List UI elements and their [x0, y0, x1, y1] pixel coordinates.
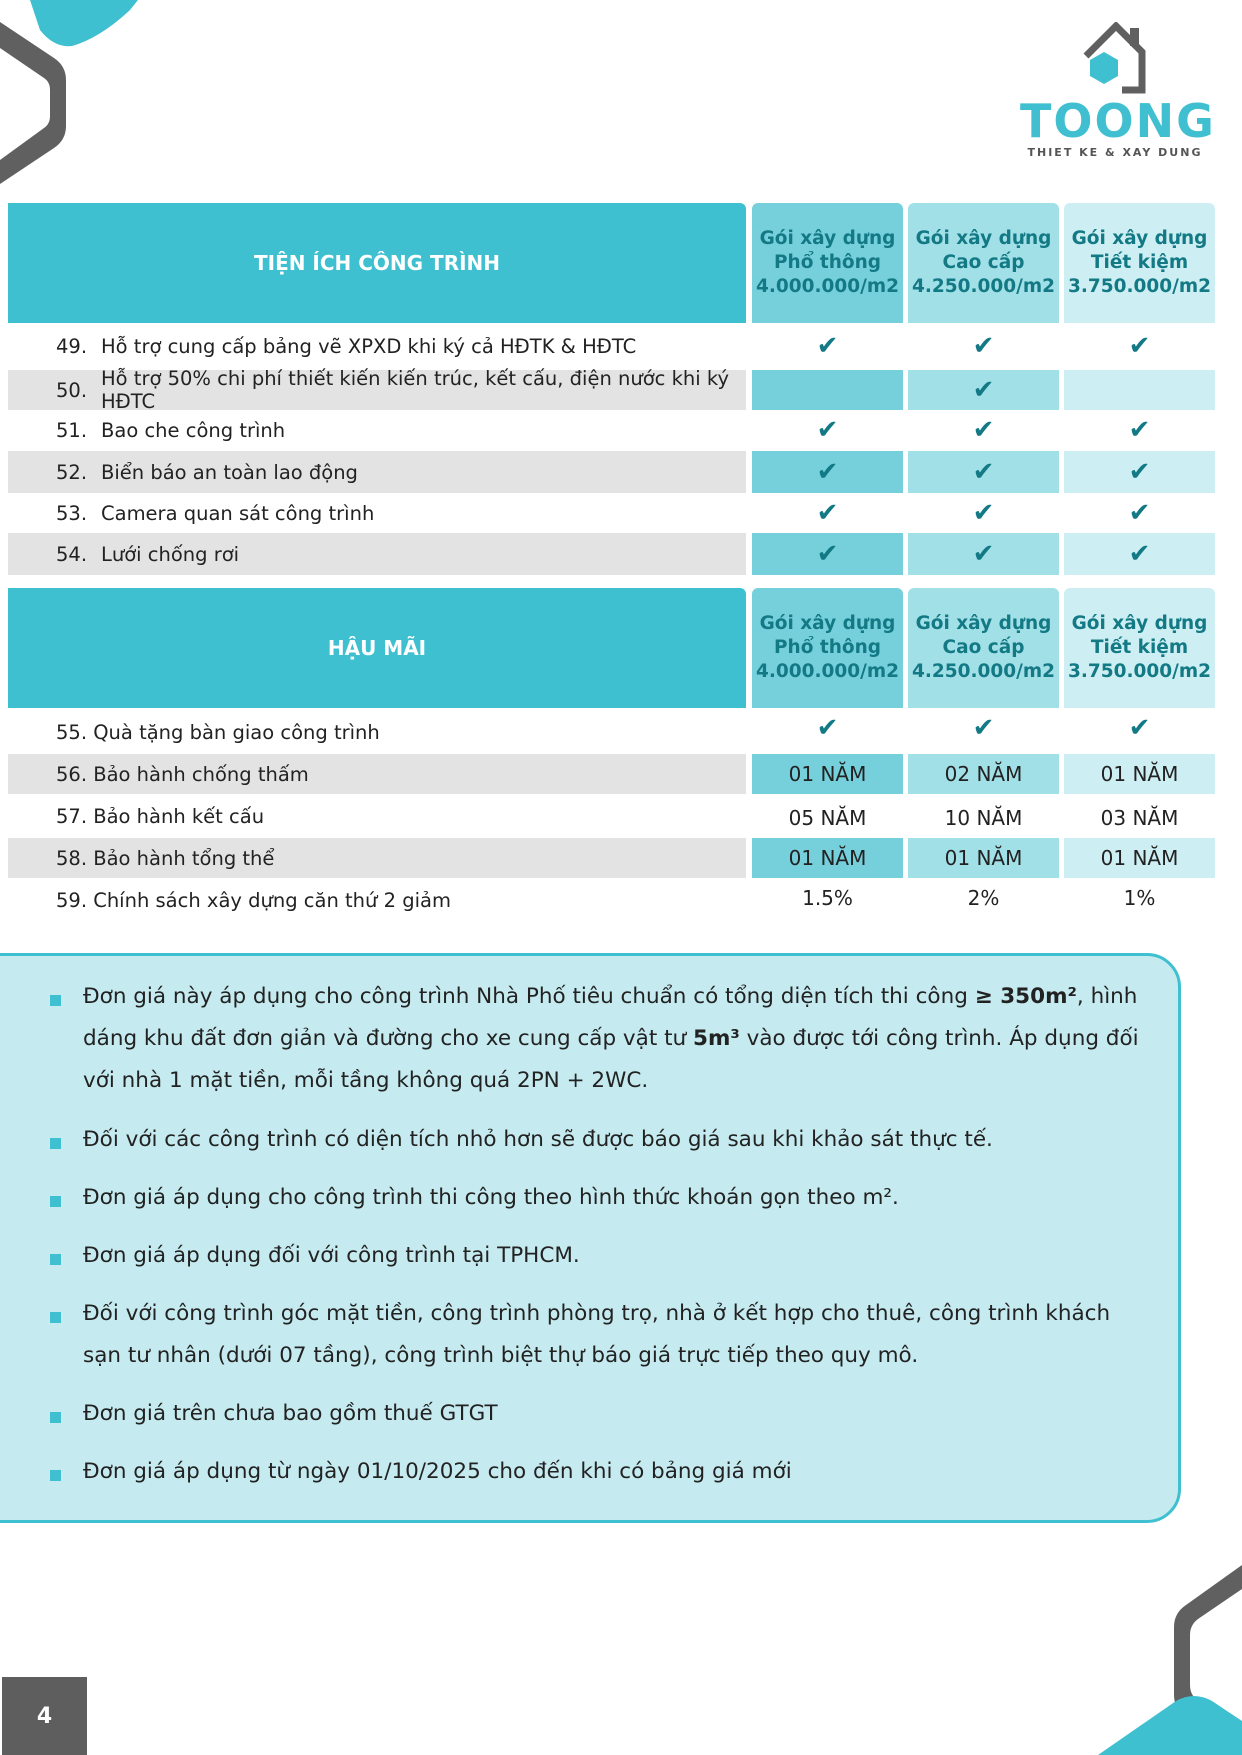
utilities-header [8, 203, 746, 323]
note-item: Đơn giá trên chưa bao gồm thuế GTGT [83, 1401, 498, 1426]
company-logo [1020, 22, 1216, 162]
row-label: 57. Bảo hành kết cấu [56, 804, 265, 828]
bullet-icon [50, 1138, 61, 1149]
value-cell: 01 NĂM [752, 754, 903, 794]
package-header-premium: Gói xây dựng Cao cấp 4.250.000/m2 [908, 203, 1059, 323]
table-row [8, 880, 746, 920]
row-number: 49. [56, 334, 88, 358]
check-icon: ✔ [1128, 331, 1151, 361]
note-item: Đơn giá áp dụng từ ngày 01/10/2025 cho đến khi có bảng giá mới [83, 1459, 792, 1484]
row-label: 56. Bảo hành chống thấm [56, 762, 309, 786]
table-row [8, 838, 746, 878]
check-icon: ✔ [1064, 451, 1215, 493]
value-cell: 01 NĂM [1064, 754, 1215, 794]
check-icon: ✔ [1128, 415, 1151, 445]
note-item: Đơn giá áp dụng đối với công trình tại TPHCM. [83, 1243, 580, 1268]
table-row [8, 410, 746, 450]
check-icon: ✔ [972, 331, 995, 361]
page-number: 4 [2, 1677, 87, 1755]
bullet-icon [50, 1412, 61, 1423]
table-row [8, 493, 746, 533]
row-label: Lưới chống rơi [101, 542, 240, 566]
check-icon: ✔ [816, 713, 839, 743]
check-icon: ✔ [972, 713, 995, 743]
row-label: 55. Quà tặng bàn giao công trình [56, 720, 380, 744]
check-icon: ✔ [972, 498, 995, 528]
row-number: 53. [56, 501, 88, 525]
aftersales-title: HẬU MÃI [327, 636, 427, 660]
value-cell: 1.5% [802, 886, 853, 910]
note-item: Đối với các công trình có diện tích nhỏ hơn sẽ được báo giá sau khi khảo sát thực tế. [83, 1127, 993, 1152]
table-row [8, 796, 746, 836]
package-header-economy: Gói xây dựng Tiết kiệm 3.750.000/m2 [1064, 588, 1215, 708]
table-row [8, 367, 746, 413]
value-cell: 01 NĂM [752, 838, 903, 878]
table-row [8, 533, 746, 575]
value-cell: 03 NĂM [1100, 806, 1179, 830]
value-cell: 05 NĂM [788, 806, 867, 830]
table-row [8, 326, 746, 366]
bullet-icon [50, 1254, 61, 1265]
table-row [8, 754, 746, 794]
check-icon: ✔ [908, 370, 1059, 410]
utilities-title: TIỆN ÍCH CÔNG TRÌNH [253, 251, 501, 275]
row-label: Hỗ trợ 50% chi phí thiết kiến kiến trúc, kết cấu, điện nước khi ký HĐTC [101, 367, 729, 413]
corner-decoration-top-left [0, 0, 150, 190]
bullet-icon [50, 1312, 61, 1323]
empty-cell [1064, 370, 1215, 410]
value-cell: 01 NĂM [908, 838, 1059, 878]
check-icon: ✔ [1064, 533, 1215, 575]
check-icon: ✔ [816, 415, 839, 445]
bullet-icon [50, 1196, 61, 1207]
check-icon: ✔ [1128, 498, 1151, 528]
row-label: Biển báo an toàn lao động [101, 460, 358, 484]
row-label: Camera quan sát công trình [101, 501, 375, 525]
value-cell: 1% [1123, 886, 1156, 910]
table-row [8, 451, 746, 493]
row-number: 54. [56, 542, 88, 566]
check-icon: ✔ [908, 451, 1059, 493]
row-label: 59. Chính sách xây dựng căn thứ 2 giảm [56, 888, 451, 912]
empty-cell [752, 370, 903, 410]
check-icon: ✔ [908, 533, 1059, 575]
row-number: 50. [56, 378, 88, 402]
value-cell: 01 NĂM [1064, 838, 1215, 878]
value-cell: 02 NĂM [908, 754, 1059, 794]
package-header-premium: Gói xây dựng Cao cấp 4.250.000/m2 [908, 588, 1059, 708]
value-cell: 2% [967, 886, 1000, 910]
aftersales-header [8, 588, 746, 708]
row-number: 51. [56, 418, 88, 442]
check-icon: ✔ [752, 533, 903, 575]
package-header-standard: Gói xây dựng Phổ thông 4.000.000/m2 [752, 203, 903, 323]
package-header-economy: Gói xây dựng Tiết kiệm 3.750.000/m2 [1064, 203, 1215, 323]
house-hexagon-icon [1072, 22, 1162, 94]
row-label: Bao che công trình [101, 418, 286, 442]
logo-wordmark: TOONG [1020, 94, 1216, 148]
check-icon: ✔ [816, 331, 839, 361]
row-number: 52. [56, 460, 88, 484]
table-row [8, 712, 746, 752]
check-icon: ✔ [972, 415, 995, 445]
value-cell: 10 NĂM [944, 806, 1023, 830]
check-icon: ✔ [752, 451, 903, 493]
corner-decoration-bottom-right [1080, 1565, 1242, 1755]
note-item: Đơn giá áp dụng cho công trình thi công theo hình thức khoán gọn theo m². [83, 1185, 899, 1210]
note-item: Đơn giá này áp dụng cho công trình Nhà Phố tiêu chuẩn có tổng diện tích thi công ≥ 350m², hình dáng khu đất đơn giản và đường cho xe cung cấp vật tư 5m³ vào được tới công trình. Áp dụng đối với nhà 1 mặt tiền, mỗi tầng không quá 2PN + 2WC. [83, 984, 1139, 1093]
bullet-icon [50, 995, 61, 1006]
check-icon: ✔ [816, 498, 839, 528]
notes-panel [0, 953, 1181, 1523]
check-icon: ✔ [1128, 713, 1151, 743]
logo-tagline: THIET KE & XAY DUNG [1027, 146, 1203, 159]
package-header-standard: Gói xây dựng Phổ thông 4.000.000/m2 [752, 588, 903, 708]
note-item: Đối với công trình góc mặt tiền, công trình phòng trọ, nhà ở kết hợp cho thuê, công trình khách sạn tư nhân (dưới 07 tầng), công trình biệt thự báo giá trực tiếp theo quy mô. [83, 1301, 1111, 1368]
bullet-icon [50, 1470, 61, 1481]
row-label: Hỗ trợ cung cấp bảng vẽ XPXD khi ký cả HĐTK & HĐTC [101, 334, 637, 358]
row-label: 58. Bảo hành tổng thể [56, 846, 275, 870]
